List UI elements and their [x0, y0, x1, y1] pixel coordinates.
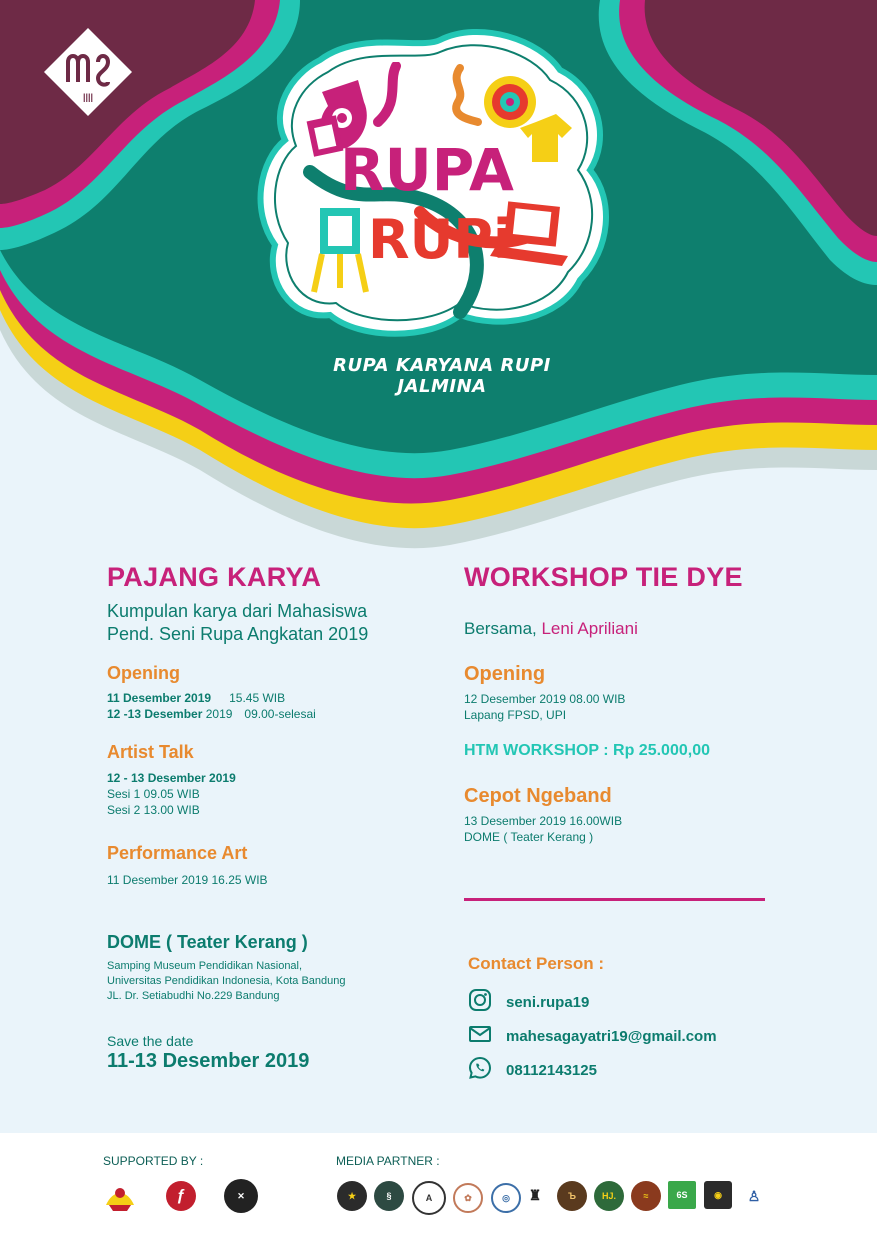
partner-logo-5: ◎ [491, 1183, 521, 1213]
opening-time-2: 09.00-selesai [244, 707, 316, 721]
workshop-with [464, 619, 638, 639]
workshop-opening-line1: 12 Desember 2019 08.00 WIB [464, 692, 626, 706]
partner-logo-6: ♜ [521, 1181, 549, 1209]
save-the-date-value: 11-13 Desember 2019 [107, 1050, 310, 1072]
contact-instagram[interactable] [468, 990, 589, 1014]
fpsd-logo: ƒ [166, 1181, 196, 1211]
workshop-opening-line2: Lapang FPSD, UPI [464, 708, 567, 722]
artist-talk-date: 12 - 13 Desember 2019 [107, 771, 236, 785]
venue-line: Samping Museum Pendidikan Nasional, [107, 960, 303, 972]
partner-logo-8: HJ. [594, 1181, 624, 1211]
opening-date-2-year: 2019 [202, 707, 233, 721]
svg-text:||||: |||| [82, 92, 94, 102]
ms-diamond-logo [42, 26, 134, 118]
media-partner-label: MEDIA PARTNER : [336, 1154, 440, 1168]
cepot-ngeband-heading: Cepot Ngeband [464, 785, 612, 807]
cepot-ngeband-details [464, 813, 622, 845]
pajang-karya-title: PAJANG KARYA [107, 562, 322, 592]
instagram-handle[interactable]: seni.rupa19 [506, 993, 590, 1011]
partner-logo-7: Ъ [557, 1181, 587, 1211]
partner-logo-1: ★ [337, 1181, 367, 1211]
opening-date-1: 11 Desember 2019 [107, 691, 212, 705]
partner-logo-4: ✿ [453, 1183, 483, 1213]
contact-email[interactable] [468, 1024, 717, 1048]
email-icon [468, 1022, 492, 1051]
venue-line: JL. Dr. Setiabudhi No.229 Bandung [107, 990, 280, 1002]
subtitle-line: Kumpulan karya dari Mahasiswa [107, 601, 368, 621]
section-divider [464, 898, 765, 901]
supported-by-label: SUPPORTED BY : [103, 1154, 204, 1168]
venue-address [107, 959, 346, 1004]
venue-title: DOME ( Teater Kerang ) [107, 932, 308, 952]
pajang-karya-subtitle [107, 600, 368, 646]
cepot-line1: 13 Desember 2019 16.00WIB [464, 814, 623, 828]
opening-heading-left: Opening [107, 663, 180, 683]
htm-workshop-price: HTM WORKSHOP : Rp 25.000,00 [464, 742, 710, 759]
phone-number[interactable]: 08112143125 [506, 1061, 597, 1079]
footer [0, 1133, 877, 1241]
partner-logo-2: § [374, 1181, 404, 1211]
save-the-date-label: Save the date [107, 1033, 194, 1049]
partner-logo-10: 6S [668, 1181, 696, 1209]
opening-details-right [464, 691, 625, 723]
performance-art-text: 11 Desember 2019 16.25 WIB [107, 873, 268, 887]
subtitle-line: Pend. Seni Rupa Angkatan 2019 [107, 624, 369, 644]
artist-talk-schedule [107, 770, 236, 818]
partner-logo-9: ≈ [631, 1181, 661, 1211]
workshop-with-label: Bersama, [464, 619, 537, 638]
workshop-with-name: Leni Apriliani [536, 619, 638, 638]
artist-talk-sesi2: Sesi 2 13.00 WIB [107, 803, 200, 817]
title-line2: RUPi [368, 208, 512, 271]
tagline: RUPA KARYANA RUPI JALMINA [333, 355, 551, 397]
contact-person-heading: Contact Person : [468, 954, 605, 973]
artist-talk-heading: Artist Talk [107, 742, 194, 762]
contact-phone[interactable] [468, 1058, 597, 1082]
opening-time-1: 15.45 WIB [229, 691, 286, 705]
email-address[interactable]: mahesagayatri19@gmail.com [506, 1027, 717, 1045]
himpunan-logo: ✕ [224, 1179, 258, 1213]
partner-logo-3: A [412, 1181, 446, 1215]
opening-heading-right: Opening [464, 663, 546, 685]
performance-art-heading: Performance Art [107, 843, 248, 863]
whatsapp-icon [468, 1056, 492, 1085]
venue-line: Universitas Pendidikan Indonesia, Kota Bandung [107, 975, 346, 987]
opening-date-2: 12 -13 Desember [107, 707, 203, 721]
partner-logo-11: ◉ [704, 1181, 732, 1209]
partner-logo-12: ♙ [742, 1181, 766, 1211]
artist-talk-sesi1: Sesi 1 09.05 WIB [107, 787, 200, 801]
opening-schedule-left [107, 690, 316, 722]
cepot-line2: DOME ( Teater Kerang ) [464, 830, 594, 844]
title-artwork [300, 62, 590, 322]
title-line1: RUPA [340, 136, 514, 204]
art-illustration-icon [300, 62, 590, 322]
upi-logo [103, 1179, 137, 1213]
instagram-icon [468, 988, 492, 1017]
workshop-title: WORKSHOP TIE DYE [464, 562, 743, 592]
